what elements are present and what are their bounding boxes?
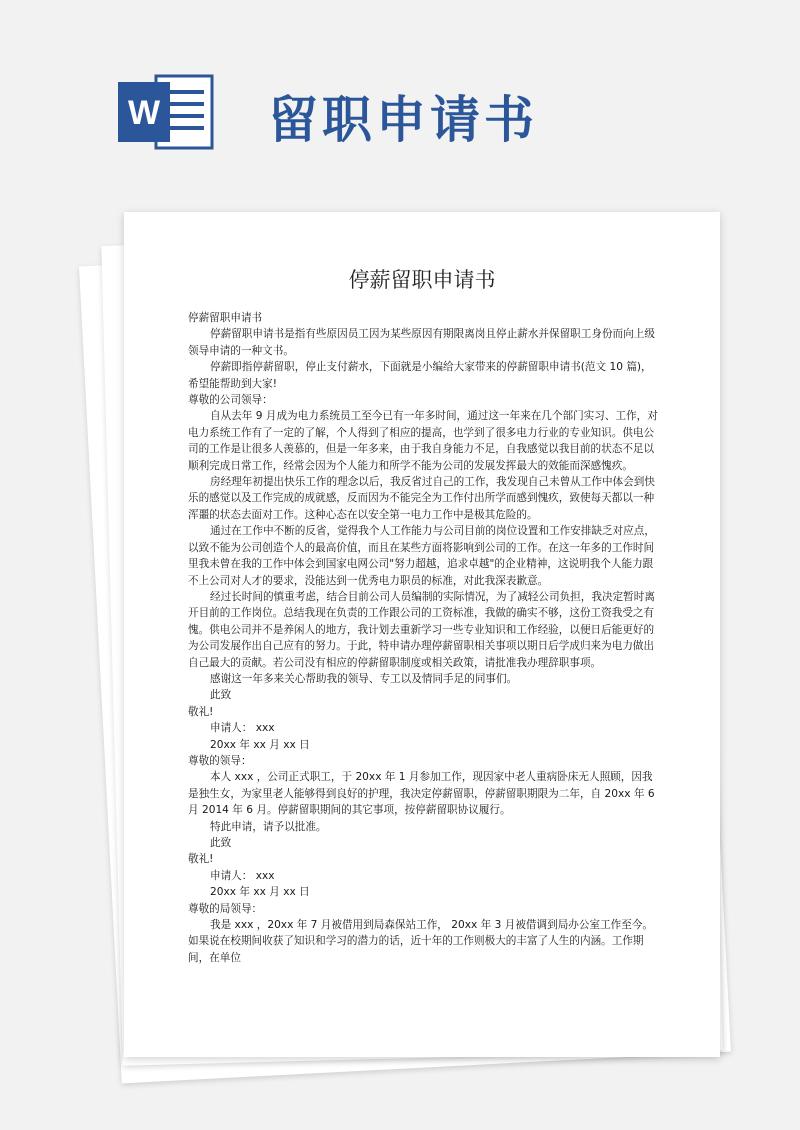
word-document-icon: [118, 72, 214, 152]
paragraph: 停薪留职申请书是指有些原因员工因为某些原因有期限离岗且停止薪水并保留职工身份而向上级领导申请的一种文书。: [188, 328, 655, 357]
paragraph: 停薪即指停薪留职，停止支付薪水，下面就是小编给大家带来的停薪留职申请书(范文 10 篇)，希望能帮助到大家!: [188, 361, 652, 390]
document-page: [124, 212, 720, 1057]
paragraph: 敬礼!: [188, 853, 214, 866]
paragraph: 20xx 年 xx 月 xx 日: [210, 738, 310, 751]
paragraph: 尊敬的领导：: [188, 754, 252, 767]
paragraph: 申请人： xxx: [210, 722, 275, 735]
paragraph: 感谢这一年多来关心帮助我的领导、专工以及情同手足的同事们。: [210, 672, 518, 685]
header: [0, 0, 800, 200]
paragraph: 20xx 年 xx 月 xx 日: [210, 886, 310, 899]
document-body: [188, 310, 658, 966]
document-title: 停薪留职申请书: [348, 268, 496, 292]
paragraph: 通过在工作中不断的反省，觉得我个人工作能力与公司目前的岗位设置和工作安排缺乏对应点，以致不能为公司创造个人的最高价值，而且在某些方面将影响到公司的工作。在这一年多的工作时间里我未曾在我的工作中体会到国家电网公司"努力超越，追求卓越"的企业精神，这说明我个人能力跟不上公司对人才的要求，没能达到一优秀电力职员的标准，对此我深表歉意。: [188, 525, 655, 587]
paragraph: 房经理年初提出快乐工作的理念以后，我反省过自己的工作，我发现自己未曾从工作中体会到快乐的感觉以及工作完成的成就感，反而因为不能完全为工作付出所学而感到愧疚，致使每天都以一种浑噩的状态去面对工作。这种心态在以安全第一电力工作中是极其危险的。: [188, 476, 655, 521]
paragraph: 此致: [210, 837, 232, 849]
paragraph: 我是 xxx ，20xx 年 7 月被借用到局森保站工作， 20xx 年 3 月被借调到局办公室工作至今。如果说在校期间收获了知识和学习的潜力的话，近十年的工作则极大的丰富了人生的内涵。工作期间，在单位: [188, 919, 654, 964]
paragraph: 经过长时间的慎重考虑，结合目前公司人员编制的实际情况，为了减轻公司负担，我决定暂时离开目前的工作岗位。总结我现在负责的工作跟公司的工资标准，我做的确实不够，这份工资我受之有愧。供电公司并不是养闲人的地方，我计划去重新学习一些专业知识和工作经验，以便日后能更好的为公司发展作出自己应有的努力。于此，特申请办理停薪留职相关事项以期日后学成归来为电力做出自己最大的贡献。若公司没有相应的停薪留职制度或相关政策，请批准我办理辞职事项。: [188, 590, 655, 669]
paragraph: 尊敬的公司领导：: [188, 394, 273, 407]
word-icon-letter: W: [127, 94, 161, 132]
paragraph: 停薪留职申请书: [188, 312, 263, 324]
paragraph: 尊敬的局领导：: [188, 902, 263, 915]
paragraph: 申请人： xxx: [210, 869, 275, 882]
page-title: 留职申请书: [268, 91, 538, 149]
paragraph: 特此申请，请予以批准。: [210, 820, 327, 833]
paragraph: 敬礼!: [188, 705, 214, 718]
paragraph: 此致: [210, 689, 232, 702]
paragraph: 本人 xxx ，公司正式职工，于 20xx 年 1 月参加工作，现因家中老人重病卧床无人照顾，因我是独生女，为家里老人能够得到良好的护理，我决定停薪留职，停薪留职期限为二年，自 20xx 年 6 月 2014 年 6 月。停薪留职期间的其它事项，按停薪留职协议履行。: [188, 771, 655, 817]
paragraph: 自从去年 9 月成为电力系统员工至今已有一年多时间，通过这一年来在几个部门实习、工作，对电力系统工作有了一定的了解，个人得到了相应的提高，也学到了很多电力行业的专业知识。供电公司的工作是让很多人羡慕的，但是一年多来，由于我自身能力不足，自我感觉以我目前的状态不足以顺利完成日常工作，经常会因为个人能力和所学不能为公司的发展发挥最大的效能而深感愧疚。: [188, 410, 658, 472]
